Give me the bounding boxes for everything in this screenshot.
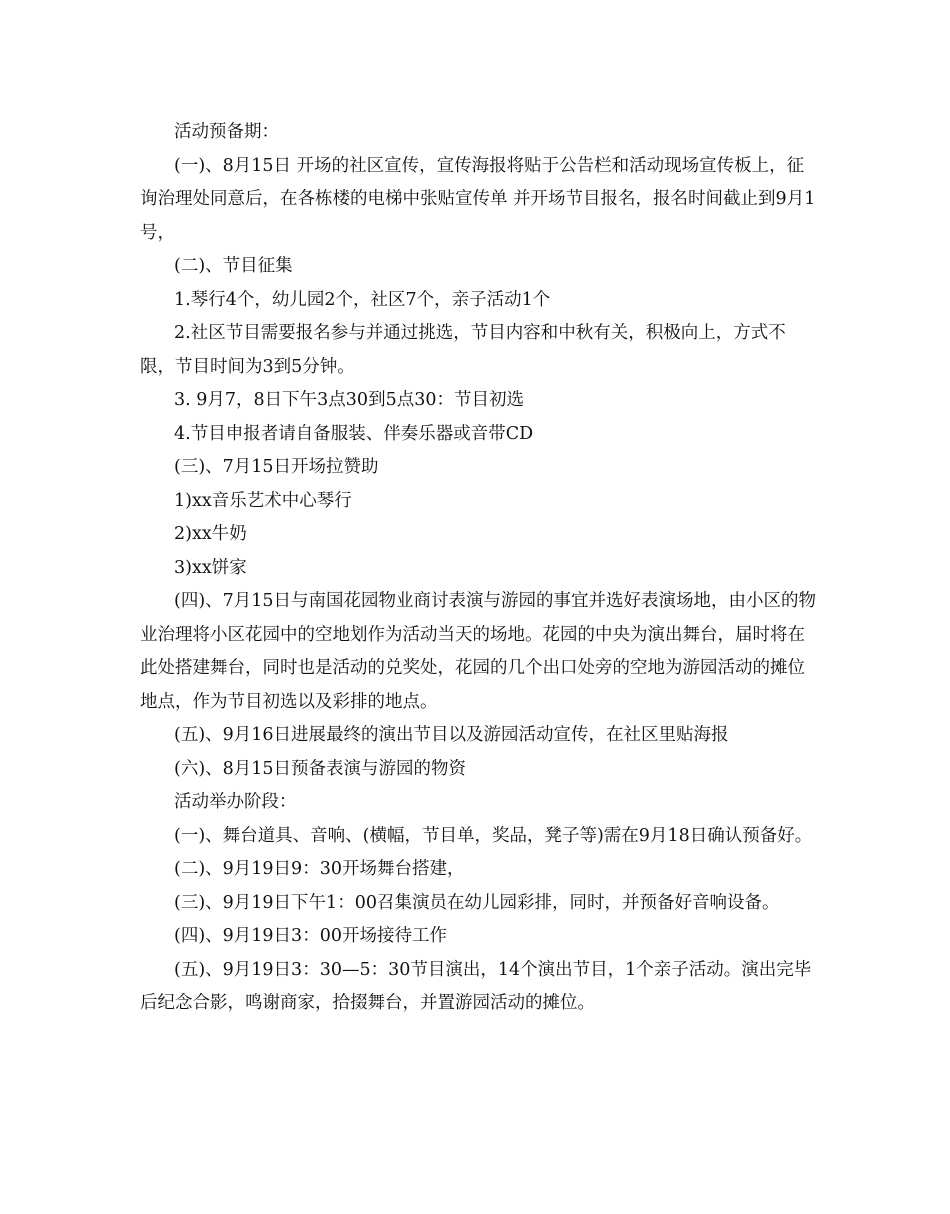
list-item-program-requirements: 2.社区节目需要报名参与并通过挑选，节目内容和中秋有关，积极向上，方式不限，节目时间为3到5分钟。 xyxy=(140,323,786,377)
sponsor-item: 2)xx牛奶 xyxy=(174,524,247,544)
paragraph-sponsorship: (三)、7月15日开场拉赞助 xyxy=(174,457,379,477)
list-item-program-count: 1.琴行4个，幼儿园2个，社区7个，亲子活动1个 xyxy=(174,289,551,310)
paragraph-performance: (五)、9月19日3：30—5：30节目演出，14个演出节目，1个亲子活动。演出完毕后纪念合影，鸣谢商家，拾掇舞台，并置游园活动的摊位。 xyxy=(140,959,812,1013)
sponsor-item: 1)xx音乐艺术中心琴行 xyxy=(174,490,352,511)
sponsor-item: 3)xx饼家 xyxy=(174,557,247,578)
document-body xyxy=(140,116,820,1021)
list-item-costume-notice: 4.节目申报者请自备服装、伴奏乐器或音带CD xyxy=(174,423,534,444)
paragraph-rehearsal: (三)、9月19日下午1：00召集演员在幼儿园彩排，同时，并预备好音响设备。 xyxy=(174,892,780,913)
section-heading-execution: 活动举办阶段： xyxy=(174,792,297,812)
paragraph-community-promotion: (一)、8月15日 开场的社区宣传，宣传海报将贴于公告栏和活动现场宣传板上，征询治理处同意后，在各栋楼的电梯中张贴宣传单 并开场节目报名，报名时间截止到9月1号， xyxy=(140,155,816,243)
paragraph-props-confirmation: (一)、舞台道具、音响、(横幅，节目单，奖品，凳子等)需在9月18日确认预备好。 xyxy=(174,825,813,846)
list-item-preliminary-selection: 3. 9月7，8日下午3点30到5点30：节目初选 xyxy=(174,390,524,410)
paragraph-materials: (六)、8月15日预备表演与游园的物资 xyxy=(174,758,467,779)
paragraph-venue-arrangement: (四)、7月15日与南国花园物业商讨表演与游园的事宜并选好表演场地，由小区的物业治理将小区花园中的空地划作为活动当天的场地。花园的中央为演出舞台，届时将在此处搭建舞台，同时也是活动的兑奖处，花园的几个出口处旁的空地为游园活动的摊位地点，作为节目初选以及彩排的地点。 xyxy=(140,591,817,712)
paragraph-final-promotion: (五)、9月16日进展最终的演出节目以及游园活动宣传，在社区里贴海报 xyxy=(174,725,729,745)
paragraph-reception: (四)、9月19日3：00开场接待工作 xyxy=(174,926,447,946)
paragraph-program-collection: (二)、节目征集 xyxy=(174,256,293,276)
section-heading-preparation: 活动预备期： xyxy=(174,122,279,142)
paragraph-stage-setup: (二)、9月19日9：30开场舞台搭建， xyxy=(174,859,465,879)
